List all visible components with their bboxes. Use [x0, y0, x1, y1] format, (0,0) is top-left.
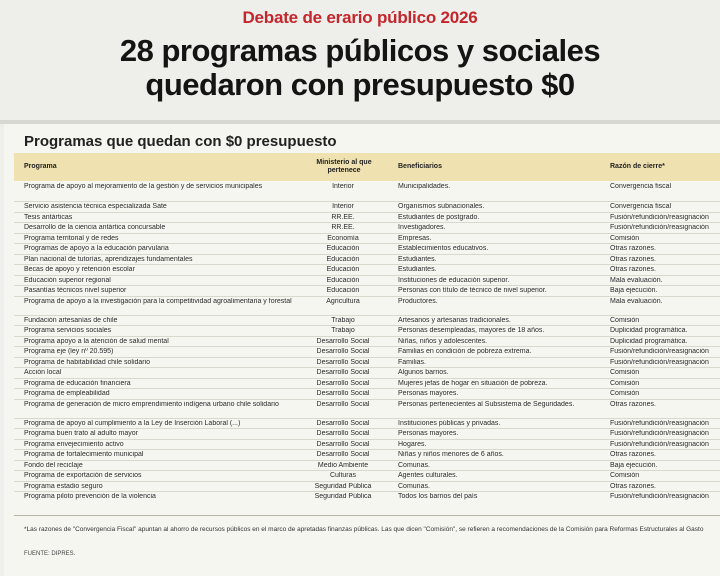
table-row — [14, 367, 720, 378]
cell-razon: Otras razones. — [610, 266, 656, 273]
table-row — [14, 399, 720, 418]
cell-beneficiarios: Personas pertenecientes al Subsistema de Seguridades. — [398, 400, 575, 408]
cell-ministerio: Medio Ambiente — [317, 461, 369, 469]
cell-ministerio: Desarrollo Social — [316, 440, 370, 448]
table-row — [14, 449, 720, 460]
headline-line-2: quedaron con presupuesto $0 — [145, 67, 575, 102]
cell-programa: Programa estadio seguro — [24, 482, 103, 490]
cell-razon: Baja ejecución. — [610, 287, 658, 294]
cell-ministerio: Culturas — [329, 472, 357, 479]
table-row — [14, 182, 720, 201]
cell-razon: Otras razones. — [610, 482, 656, 490]
cell-programa: Programa piloto prevención de la violencia — [24, 493, 156, 500]
cell-razon: Fusión/refundición/reasignación — [610, 213, 709, 221]
cell-razon: Comisión — [610, 390, 640, 397]
table-row — [14, 439, 720, 450]
table-row — [14, 285, 720, 296]
cell-ministerio: Interior — [332, 203, 354, 210]
cell-ministerio: Desarrollo Social — [316, 430, 370, 437]
header-ministerio: Ministerio al que pertenece — [316, 159, 372, 174]
cell-beneficiarios: Establecimientos educativos. — [398, 245, 489, 252]
cell-beneficiarios: Personas mayores. — [398, 430, 459, 437]
cell-programa: Programa de apoyo al mejoramiento de la gestión y de servicios municipales — [24, 183, 263, 190]
cell-razon: Fusión/refundición/reasignación — [610, 358, 709, 366]
cell-beneficiarios: Estudiantes de postgrado. — [398, 213, 480, 221]
cell-beneficiarios: Instituciones públicas y privadas. — [398, 419, 501, 427]
table-row — [14, 481, 720, 492]
cell-programa: Programas de apoyo a la educación parvularia — [24, 245, 169, 252]
header-programa: Programa — [24, 163, 57, 170]
table-row — [14, 460, 720, 471]
cell-programa: Programa de empleabilidad — [24, 390, 110, 397]
cell-programa: Desarrollo de la ciencia antártica concursable — [24, 224, 166, 231]
cell-programa: Programa de generación de micro emprendimiento indígena urbano chile solidario — [24, 400, 279, 408]
cell-programa: Educación superior regional — [24, 276, 111, 284]
cell-programa: Tesis antárticas — [24, 213, 73, 221]
kicker: Debate de erario público 2026 — [242, 8, 478, 27]
table-title: Programas que quedan con $0 presupuesto — [24, 133, 337, 150]
cell-beneficiarios: Algunos barrios. — [398, 369, 449, 376]
cell-beneficiarios: Organismos subnacionales. — [398, 203, 485, 210]
cell-ministerio: Educación — [326, 245, 360, 252]
cell-beneficiarios: Personas con título de técnico de nivel superior. — [398, 287, 547, 294]
table-row — [14, 212, 720, 223]
cell-ministerio: Interior — [332, 183, 354, 190]
table-row — [14, 296, 720, 315]
table-row — [14, 346, 720, 357]
cell-razon: Comisión — [610, 369, 640, 376]
cell-razon: Fusión/refundición/reasignación — [610, 224, 709, 231]
table-row — [14, 470, 720, 481]
header-razon: Razón de cierre* — [610, 163, 665, 170]
source-note: FUENTE: DIPRES. — [24, 551, 76, 557]
cell-razon: Fusión/refundición/reasignación — [610, 348, 709, 355]
cell-beneficiarios: Empresas. — [398, 234, 432, 242]
cell-beneficiarios: Comunas. — [398, 461, 430, 469]
cell-beneficiarios: Personas desempleadas, mayores de 18 años. — [398, 327, 545, 334]
cell-beneficiarios: Todos los barrios del país — [398, 493, 478, 500]
cell-razon: Fusión/refundición/reasignación — [610, 440, 709, 448]
table-row — [14, 325, 720, 336]
cell-ministerio: Desarrollo Social — [316, 390, 370, 397]
table-row — [14, 388, 720, 399]
cell-razon: Fusión/refundición/reasignación — [610, 493, 709, 500]
table-row — [14, 201, 720, 212]
cell-razon: Mala evaluación. — [610, 297, 663, 305]
cell-razon: Fusión/refundición/reasignación — [610, 419, 709, 427]
cell-programa: Programa de apoyo al cumplimiento a la Ley de Inserción Laboral (...) — [24, 419, 241, 427]
table-header — [14, 153, 720, 181]
cell-razon: Mala evaluación. — [610, 276, 663, 284]
cell-ministerio: Educación — [326, 266, 360, 273]
cell-beneficiarios: Agentes culturales. — [398, 472, 458, 479]
cell-ministerio: RR.EE. — [331, 213, 355, 221]
cell-ministerio: Educación — [326, 287, 360, 294]
cell-razon: Baja ejecución. — [610, 461, 658, 469]
cell-razon: Convergencia fiscal — [610, 183, 672, 190]
cell-beneficiarios: Estudiantes. — [398, 255, 437, 263]
cell-programa: Programa de apoyo a la investigación para la competitividad agroalimentaria y forestal — [24, 297, 292, 305]
cell-razon: Convergencia fiscal — [610, 203, 672, 210]
cell-programa: Programa de fortalecimiento municipal — [24, 451, 144, 458]
cell-ministerio: Educación — [326, 276, 360, 284]
cell-programa: Programa territorial y de redes — [24, 234, 119, 242]
cell-ministerio: Desarrollo Social — [316, 358, 370, 366]
table-row — [14, 233, 720, 244]
cell-razon: Duplicidad programática. — [610, 337, 688, 345]
cell-razon: Comisión — [610, 234, 640, 242]
table-row — [14, 264, 720, 275]
cell-beneficiarios: Comunas. — [398, 482, 430, 490]
cell-razon: Fusión/refundición/reasignación — [610, 430, 709, 437]
cell-ministerio: Desarrollo Social — [316, 348, 370, 355]
cell-programa: Becas de apoyo y retención escolar — [24, 266, 135, 273]
cell-beneficiarios: Niñas y niños menores de 6 años. — [398, 451, 504, 458]
cell-ministerio: Educación — [326, 255, 360, 263]
cell-programa: Fondo del reciclaje — [24, 461, 83, 469]
cell-ministerio: Seguridad Pública — [314, 493, 372, 500]
cell-beneficiarios: Familias. — [398, 358, 427, 366]
cell-programa: Pasantías técnicos nivel superior — [24, 287, 127, 294]
headline — [0, 34, 720, 102]
cell-beneficiarios: Municipalidades. — [398, 183, 451, 190]
cell-programa: Plan nacional de tutorías, aprendizajes fundamentales — [24, 255, 193, 263]
cell-programa: Programa apoyo a la atención de salud mental — [24, 337, 169, 345]
cell-razon: Otras razones. — [610, 400, 656, 408]
cell-programa: Programa de exportación de servicios — [24, 472, 142, 479]
cell-beneficiarios: Artesanos y artesanas tradicionales. — [398, 316, 511, 324]
cell-beneficiarios: Hogares. — [398, 440, 427, 448]
cell-ministerio: RR.EE. — [331, 224, 355, 231]
table-row — [14, 357, 720, 368]
cell-programa: Programa de habitabilidad chile solidario — [24, 358, 151, 366]
cell-razon: Otras razones. — [610, 451, 656, 458]
headline-line-1: 28 programas públicos y sociales — [119, 33, 601, 68]
table-row — [14, 222, 720, 233]
cell-ministerio: Economía — [327, 234, 359, 242]
cell-beneficiarios: Investigadores. — [398, 224, 446, 231]
cell-beneficiarios: Productores. — [398, 297, 438, 305]
table-row — [14, 336, 720, 347]
cell-ministerio: Desarrollo Social — [316, 419, 370, 427]
cell-razon: Otras razones. — [610, 245, 656, 252]
cell-beneficiarios: Personas mayores. — [398, 390, 459, 397]
table-row — [14, 428, 720, 439]
cell-programa: Programa envejecimiento activo — [24, 440, 124, 448]
table-row — [14, 491, 720, 502]
footnote: *Las razones de "Convergencia Fiscal" apuntan al ahorro de recursos públicos en el marco de apretadas finanzas públicas. Las que dicen "Comisión", se refieren a recomendaciones de la Comisión para Reformas Estructurales al Gasto — [24, 526, 704, 533]
cell-ministerio: Trabajo — [331, 316, 355, 324]
cell-programa: Programa buen trato al adulto mayor — [24, 430, 139, 437]
table-bottom-rule — [14, 515, 720, 516]
cell-razon: Otras razones. — [610, 255, 656, 263]
cell-beneficiarios: Instituciones de educación superior. — [398, 276, 510, 284]
cell-razon: Duplicidad programática. — [610, 327, 688, 334]
cell-ministerio: Agricultura — [326, 297, 360, 305]
cell-programa: Programa servicios sociales — [24, 327, 112, 334]
cell-razon: Comisión — [610, 472, 640, 479]
table-row — [14, 243, 720, 254]
cell-programa: Programa eje (ley nº 20.595) — [24, 348, 114, 355]
cell-programa: Programa de educación financiera — [24, 379, 131, 387]
cell-programa: Fundación artesanías de chile — [24, 316, 118, 324]
cell-beneficiarios: Mujeres jefas de hogar en situación de pobreza. — [398, 379, 548, 387]
table-row — [14, 275, 720, 286]
table-row — [14, 254, 720, 265]
cell-beneficiarios: Familias en condición de pobreza extrema. — [398, 348, 532, 355]
cell-ministerio: Trabajo — [331, 327, 355, 334]
table-row — [14, 378, 720, 389]
cell-ministerio: Desarrollo Social — [316, 451, 370, 458]
cell-programa: Acción local — [24, 369, 62, 376]
cell-razon: Comisión — [610, 316, 640, 324]
cell-ministerio: Desarrollo Social — [316, 379, 370, 387]
cell-ministerio: Seguridad Pública — [314, 482, 372, 490]
header-beneficiarios: Beneficiarios — [398, 163, 442, 170]
table-row — [14, 315, 720, 326]
cell-beneficiarios: Estudiantes. — [398, 266, 437, 273]
cell-ministerio: Desarrollo Social — [316, 337, 370, 345]
cell-beneficiarios: Niñas, niños y adolescentes. — [398, 337, 488, 345]
cell-razon: Comisión — [610, 379, 640, 387]
cell-programa: Servicio asistencia técnica especializada Sate — [24, 203, 167, 210]
table-row — [14, 418, 720, 429]
cell-ministerio: Desarrollo Social — [316, 400, 370, 408]
cell-ministerio: Desarrollo Social — [316, 369, 370, 376]
